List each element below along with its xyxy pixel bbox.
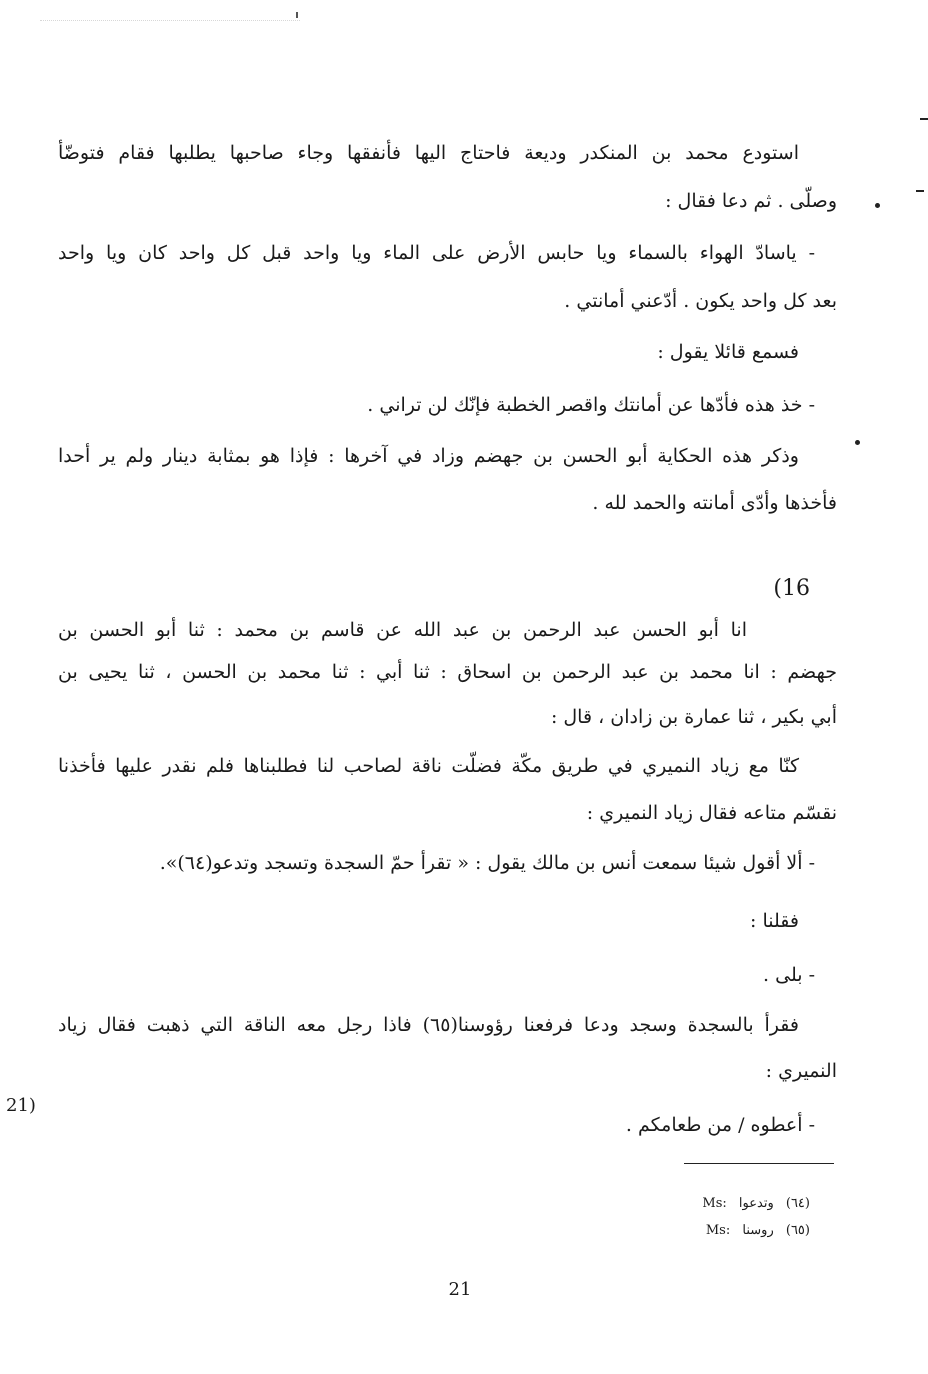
footnote-ms: Ms: <box>702 1196 727 1211</box>
body-line: - ياسادّ الهواء بالسماء ويا حابس الأرض على الماء ويا واحد قبل كل واحد كان ويا واحد <box>58 242 815 264</box>
footnote-number: (٦٤) <box>785 1196 810 1211</box>
footnote-rule <box>684 1163 834 1164</box>
scan-mark <box>920 118 928 120</box>
body-line: نقسّم متاعه فقال زياد النميري : <box>586 802 837 824</box>
footnote <box>620 1221 810 1241</box>
footnote <box>620 1194 810 1214</box>
scan-mark <box>875 203 880 208</box>
body-line: فقلنا : <box>750 910 799 932</box>
page-number: 21 <box>448 1279 472 1300</box>
body-line: استودع محمد بن المنكدر وديعة فاحتاج اليها فأنفقها وجاء صاحبها يطلبها فقام فتوضّأ <box>58 142 799 164</box>
body-line: فسمع قائلا يقول : <box>657 341 799 363</box>
body-line: فأخذها وأدّى أمانته والحمد لله . <box>592 492 837 514</box>
scan-artifact-tick <box>296 12 298 18</box>
scan-mark <box>855 440 860 445</box>
body-line: كنّا مع زياد النميري في طريق مكّة فضلّت ناقة لصاحب لنا فطلبناها فلم نقدر عليها فأخذنا <box>58 755 799 777</box>
body-line: النميري : <box>765 1060 837 1082</box>
margin-folio-number: 21) <box>6 1095 36 1116</box>
body-line: - خذ هذه فأدّها عن أمانتك واقصر الخطبة فإنّك لن تراني . <box>367 394 815 416</box>
footnote-ms: Ms: <box>705 1223 731 1238</box>
body-line: - بلى . <box>763 964 815 986</box>
body-line: بعد كل واحد يكون . أدّعني أمانتي . <box>564 290 837 312</box>
body-line: جهضم : انا محمد بن عبد الرحمن بن اسحاق : ثنا أبي : ثنا محمد بن الحسن ، ثنا يحيى بن <box>58 661 837 683</box>
scan-artifact-dots <box>40 20 300 21</box>
footnote-number: (٦٥) <box>785 1223 810 1238</box>
body-line: أبي بكير ، ثنا عمارة بن زادان ، قال : <box>550 706 837 728</box>
footnote-word: وتدعوا <box>738 1196 774 1211</box>
body-line: وذكر هذه الحكاية أبو الحسن بن جهضم وزاد في آخرها : فإذا هو بمثابة دينار ولم ير أحدا <box>58 445 799 467</box>
body-line: - أعطوه / من طعامكم . <box>625 1114 815 1136</box>
body-line: - ألا أقول شيئا سمعت أنس بن مالك يقول : « تقرأ حمّ السجدة وتسجد وتدعو(٦٤)». <box>159 852 815 874</box>
body-line: وصلّى . ثم دعا فقال : <box>665 190 837 212</box>
section-number: (16 <box>773 576 810 601</box>
footnote-word: روسنا <box>742 1223 774 1238</box>
body-line: انا أبو الحسن عبد الرحمن بن عبد الله عن قاسم بن محمد : ثنا أبو الحسن بن <box>58 619 747 641</box>
scan-mark <box>916 190 924 192</box>
body-line: فقرأ بالسجدة وسجد ودعا فرفعنا رؤوسنا(٦٥) فاذا رجل معه الناقة التي ذهبت فقال زياد <box>58 1014 799 1036</box>
